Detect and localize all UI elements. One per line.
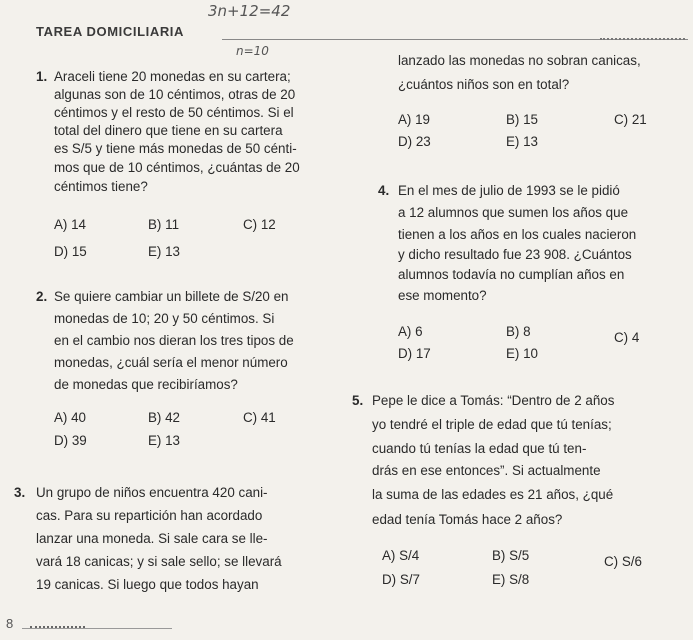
question-text-line: en el cambio nos dieran los tres tipos de bbox=[54, 333, 294, 348]
option-c[interactable]: C) 12 bbox=[243, 217, 276, 232]
page-number: 8 bbox=[6, 616, 14, 631]
option-a[interactable]: A) 14 bbox=[54, 217, 87, 232]
question-text-line: monedas, ¿cuál sería el menor número bbox=[54, 355, 288, 370]
question-text-line: Araceli tiene 20 monedas en su cartera; bbox=[54, 69, 291, 84]
option-c[interactable]: C) S/6 bbox=[604, 554, 642, 569]
question-text-line: algunas son de 10 céntimos, otras de 20 bbox=[54, 87, 296, 102]
option-b[interactable]: B) 15 bbox=[506, 112, 539, 127]
question-text-line: 19 canicas. Si luego que todos hayan bbox=[36, 577, 259, 592]
option-e[interactable]: E) 13 bbox=[148, 433, 181, 448]
question-text-line: edad tenía Tomás hace 2 años? bbox=[372, 512, 563, 527]
question-text-line: drás en ese entonces”. Si actualmente bbox=[372, 463, 601, 478]
page-title: TAREA DOMICILIARIA bbox=[36, 24, 185, 39]
question-number: 2. bbox=[36, 289, 48, 304]
option-a[interactable]: A) S/4 bbox=[382, 548, 420, 563]
handwritten-note-equation: 3n+12=42 bbox=[208, 2, 291, 20]
question-text-line: vará 18 canicas; y si sale sello; se llevará bbox=[36, 554, 282, 569]
question-text-line: a 12 alumnos que sumen los años que bbox=[398, 205, 629, 220]
option-b[interactable]: B) 8 bbox=[506, 324, 531, 339]
option-a[interactable]: A) 40 bbox=[54, 410, 87, 425]
option-c[interactable]: C) 41 bbox=[243, 410, 276, 425]
question-number: 3. bbox=[14, 485, 26, 500]
question-text-line: cuando tú tenías la edad que tú ten- bbox=[372, 441, 587, 456]
question-text-line: monedas de 10; 20 y 50 céntimos. Si bbox=[54, 311, 275, 326]
option-d[interactable]: D) S/7 bbox=[382, 572, 420, 587]
question-text-line: lanzar una moneda. Si sale cara se lle- bbox=[36, 531, 268, 546]
question-text-line: total del dinero que tiene en su cartera bbox=[54, 123, 283, 138]
question-text-line: ¿cuántos niños son en total? bbox=[398, 77, 570, 92]
option-b[interactable]: B) 42 bbox=[148, 410, 181, 425]
question-number: 1. bbox=[36, 69, 48, 84]
question-text-line: la suma de las edades es 21 años, ¿qué bbox=[372, 487, 614, 502]
question-text-line: lanzado las monedas no sobran canicas, bbox=[398, 53, 641, 68]
option-a[interactable]: A) 19 bbox=[398, 112, 431, 127]
option-a[interactable]: A) 6 bbox=[398, 324, 423, 339]
question-number: 5. bbox=[352, 393, 364, 408]
question-text-line: yo tendré el triple de edad que tú tenías; bbox=[372, 417, 612, 432]
question-text-line: céntimos tiene? bbox=[54, 179, 148, 194]
question-text-line: cas. Para su repartición han acordado bbox=[36, 508, 263, 523]
option-e[interactable]: E) S/8 bbox=[492, 572, 530, 587]
option-d[interactable]: D) 39 bbox=[54, 433, 87, 448]
question-text-line: alumnos todavía no cumplían años en bbox=[398, 267, 625, 282]
option-d[interactable]: D) 23 bbox=[398, 134, 431, 149]
handwritten-note-result: n=10 bbox=[236, 44, 269, 58]
question-text-line: de monedas que recibiríamos? bbox=[54, 377, 238, 392]
question-text-line: Pepe le dice a Tomás: “Dentro de 2 años bbox=[372, 393, 615, 408]
question-text-line: y dicho resultado fue 23 908. ¿Cuántos bbox=[398, 247, 632, 262]
option-d[interactable]: D) 15 bbox=[54, 244, 87, 259]
option-d[interactable]: D) 17 bbox=[398, 346, 431, 361]
header-dotted-rule bbox=[600, 38, 685, 40]
option-e[interactable]: E) 10 bbox=[506, 346, 539, 361]
option-e[interactable]: E) 13 bbox=[506, 134, 539, 149]
option-e[interactable]: E) 13 bbox=[148, 244, 181, 259]
question-text-line: tienen a los años en los cuales nacieron bbox=[398, 227, 637, 242]
question-text-line: Un grupo de niños encuentra 420 cani- bbox=[36, 485, 268, 500]
question-text-line: mos que de 10 céntimos, ¿cuántas de 20 bbox=[54, 160, 300, 175]
footer-rule bbox=[22, 628, 172, 629]
question-number: 4. bbox=[378, 183, 390, 198]
question-text-line: Se quiere cambiar un billete de S/20 en bbox=[54, 289, 289, 304]
question-text-line: En el mes de julio de 1993 se le pidió bbox=[398, 183, 620, 198]
question-text-line: céntimos y el resto de 50 céntimos. Si el bbox=[54, 105, 294, 120]
question-text-line: es S/5 y tiene más monedas de 50 cénti- bbox=[54, 141, 297, 156]
option-c[interactable]: C) 4 bbox=[614, 330, 640, 345]
option-b[interactable]: B) S/5 bbox=[492, 548, 530, 563]
option-c[interactable]: C) 21 bbox=[614, 112, 647, 127]
question-text-line: ese momento? bbox=[398, 288, 487, 303]
option-b[interactable]: B) 11 bbox=[148, 217, 180, 232]
